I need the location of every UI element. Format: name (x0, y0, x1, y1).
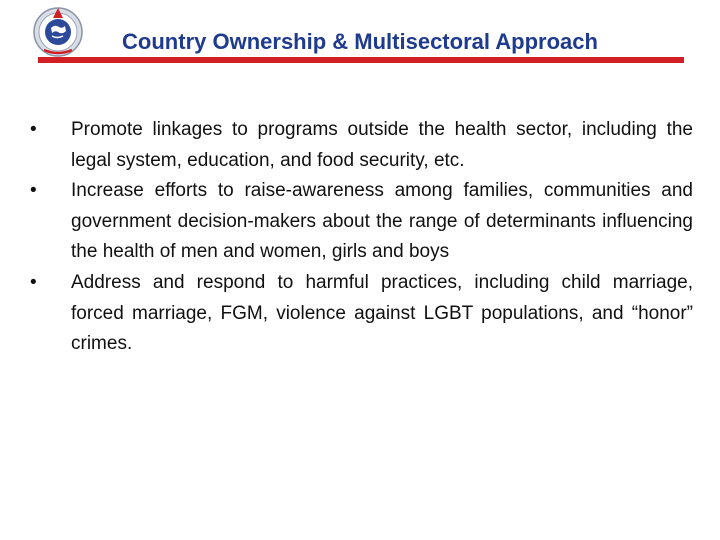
slide-title: Country Ownership & Multisectoral Approach (122, 29, 598, 54)
organization-emblem-icon (32, 6, 84, 58)
bullet-text: Promote linkages to programs outside the health sector, including the legal system, education, and food security, etc. (71, 119, 693, 171)
bullet-list (30, 115, 693, 360)
bullet-item (30, 268, 693, 360)
bullet-dot-icon: • (30, 271, 37, 293)
bullet-dot-icon: • (30, 180, 37, 202)
bullet-item (30, 176, 693, 268)
bullet-text: Address and respond to harmful practices, including child marriage, forced marriage, FGM, violence against LGBT populations, and “honor” crimes. (71, 271, 693, 355)
title-underline (38, 57, 684, 63)
bullet-item (30, 115, 693, 176)
bullet-dot-icon: • (30, 119, 37, 140)
bullet-text: Increase efforts to raise-awareness among families, communities and government decision-makers about the range of determinants influencing the health of men and women, girls and boys (71, 180, 693, 263)
